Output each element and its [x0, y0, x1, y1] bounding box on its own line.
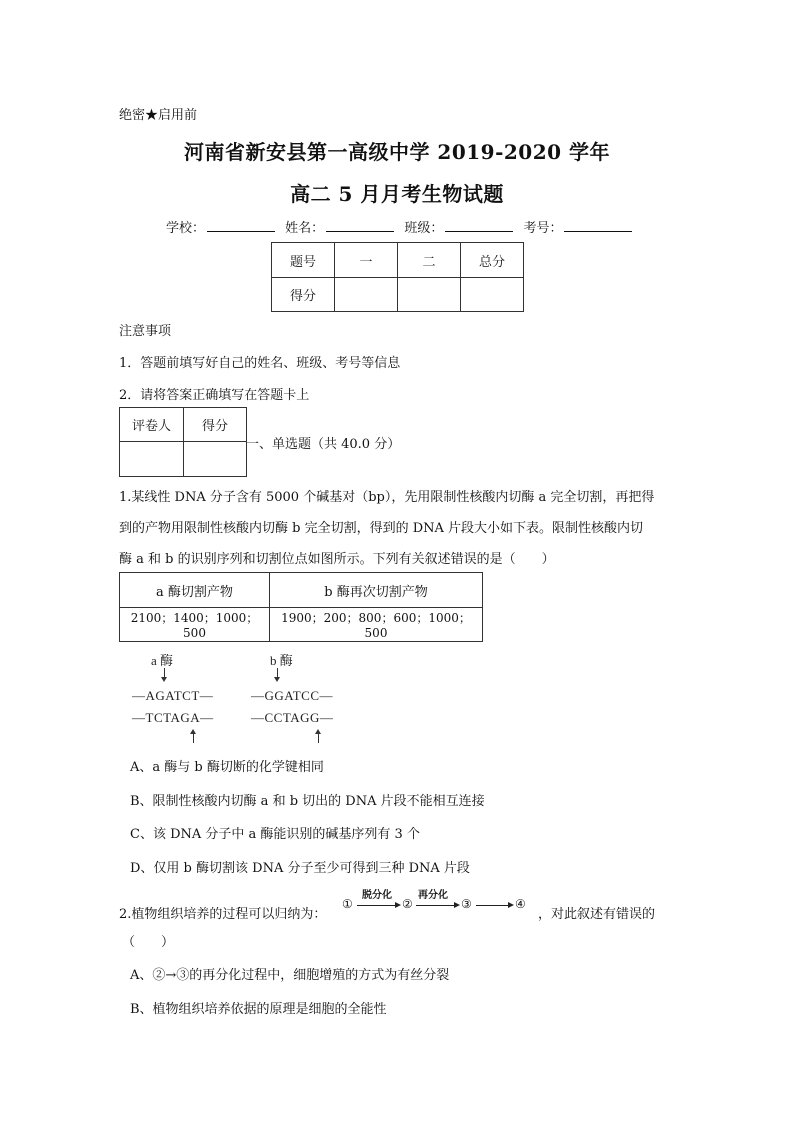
name-label: 姓名：	[285, 221, 325, 236]
flow-node-2: ②	[402, 897, 413, 911]
grader-table	[119, 407, 247, 477]
arrowhead-icon	[395, 902, 401, 908]
grader-cell[interactable]	[184, 442, 247, 477]
flow-step-label: 脱分化	[362, 890, 392, 901]
arrowhead-icon	[454, 902, 460, 908]
notes-item: 2．请将答案正确填写在答题卡上	[119, 388, 310, 403]
cut-arrow-up-icon	[193, 733, 194, 743]
question-stem: ，对此叙述有错误的	[538, 907, 656, 922]
school-label: 学校：	[166, 221, 206, 236]
option-a[interactable]: A、a 酶与 b 酶切断的化学键相同	[130, 760, 324, 775]
class-field[interactable]	[445, 219, 513, 232]
confidential-mark: 绝密★启用前	[119, 108, 198, 123]
table-header: b 酶再次切割产物	[270, 573, 483, 608]
name-field[interactable]	[326, 219, 394, 232]
enzyme-a-label: a 酶	[151, 653, 174, 668]
flow-arrow-icon	[476, 905, 512, 906]
enzyme-a-bottom-strand: —TCTAGA—	[132, 710, 214, 725]
option-b[interactable]: B、植物组织培养依据的原理是细胞的全能性	[130, 1002, 387, 1017]
flow-node-4: ④	[515, 897, 526, 911]
cut-arrow-down-icon	[277, 668, 278, 678]
table-cell: 1900；200；800；600；1000；500	[270, 608, 483, 642]
section-title: 一、单选题（共 40.0 分）	[246, 437, 401, 452]
info-fields	[166, 217, 638, 236]
question-stem: 1.某线性 DNA 分子含有 5000 个碱基对（bp），先用限制性核酸内切酶 a 完全切割，再把得	[119, 490, 655, 505]
exam-no-label: 考号：	[523, 221, 563, 236]
exam-no-field[interactable]	[564, 219, 632, 232]
score-table-header: 二	[398, 243, 461, 278]
enzyme-b-label: b 酶	[270, 653, 293, 668]
class-label: 班级：	[404, 221, 444, 236]
table-cell: 2100；1400；1000；500	[120, 608, 270, 642]
grader-cell[interactable]	[120, 442, 184, 477]
score-cell[interactable]	[461, 278, 524, 312]
option-d[interactable]: D、仅用 b 酶切割该 DNA 分子至少可得到三种 DNA 片段	[130, 861, 470, 876]
enzyme-site-diagram	[130, 648, 350, 748]
enzyme-b-bottom-strand: —CCTAGG—	[251, 710, 334, 725]
tissue-culture-flow	[342, 886, 532, 916]
table-header: a 酶切割产物	[120, 573, 270, 608]
score-cell[interactable]	[398, 278, 461, 312]
enzyme-a-top-strand: —AGATCT—	[132, 688, 214, 703]
option-a[interactable]: A、②→③的再分化过程中，细胞增殖的方式为有丝分裂	[130, 968, 450, 983]
school-field[interactable]	[207, 219, 275, 232]
enzyme-b-top-strand: —GGATCC—	[251, 688, 334, 703]
question-stem: 到的产物用限制性核酸内切酶 b 完全切割，得到的 DNA 片段大小如下表。限制性核酸内切	[119, 521, 644, 536]
arrowhead-icon	[508, 902, 514, 908]
score-table-header: 一	[335, 243, 398, 278]
flow-step-label: 再分化	[418, 890, 448, 901]
option-b[interactable]: B、限制性核酸内切酶 a 和 b 切出的 DNA 片段不能相互连接	[130, 794, 485, 809]
score-table-header: 总分	[461, 243, 524, 278]
score-row-label: 得分	[272, 278, 335, 312]
score-cell[interactable]	[335, 278, 398, 312]
option-c[interactable]: C、该 DNA 分子中 a 酶能识别的碱基序列有 3 个	[130, 827, 420, 842]
notes-heading: 注意事项	[119, 324, 172, 339]
page-title: 河南省新安县第一高级中学 2019-2020 学年	[183, 140, 611, 164]
question-stem: 酶 a 和 b 的识别序列和切割位点如图所示。下列有关叙述错误的是（ ）	[119, 552, 555, 567]
question-stem: 2.植物组织培养的过程可以归纳为：	[119, 907, 327, 922]
flow-node-3: ③	[461, 897, 472, 911]
flow-arrow-icon	[357, 905, 399, 906]
grader-header: 评卷人	[120, 408, 184, 442]
notes-item: 1．答题前填写好自己的姓名、班级、考号等信息	[119, 356, 401, 371]
answer-paren: （ ）	[122, 935, 175, 950]
flow-arrow-icon	[416, 905, 458, 906]
score-table-header: 题号	[272, 243, 335, 278]
score-table	[271, 242, 524, 312]
cut-arrow-down-icon	[164, 668, 165, 678]
grader-header: 得分	[184, 408, 247, 442]
flow-node-1: ①	[342, 897, 353, 911]
page-subtitle: 高二 5 月月考生物试题	[290, 182, 504, 206]
enzyme-product-table	[119, 572, 483, 642]
cut-arrow-up-icon	[318, 733, 319, 743]
